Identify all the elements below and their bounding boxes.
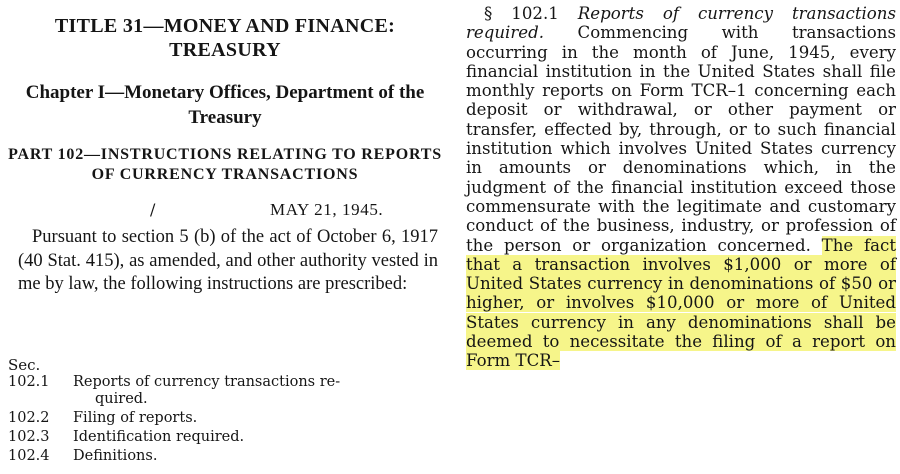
highlighted-text: The fact that a transaction involves $1,000 or more of United States currency in denominations of $50 or higher, or involves $10,000 or more of United States currency in any denominations shall be deemed to necessitate the filing of a report on Form TCR–: [466, 235, 896, 371]
toc-title: [73, 374, 448, 408]
toc-title: Filing of reports.: [73, 410, 198, 426]
toc-row: [8, 448, 448, 465]
chapter-heading: Chapter I—Monetary Offices, Department of the Treasury: [25, 82, 425, 128]
section-number: § 102.1: [484, 4, 559, 23]
preamble-text: Pursuant to section 5 (b) of the act of October 6, 1917 (40 Stat. 415), as amended, and other authority vested in me by law, the following instructions are prescribed:: [18, 227, 438, 294]
toc-number: 102.4: [8, 448, 50, 464]
toc-title: Identification required.: [73, 429, 245, 445]
document-date: MAY 21, 1945.: [270, 200, 384, 219]
stray-mark: /: [150, 200, 156, 219]
toc-number: 102.2: [8, 410, 50, 426]
section-body-text: Commencing with transactions occurring in the month of June, 1945, every financial institution in the United States shall file monthly reports on Form TCR–1 concerning each deposit or withdrawal, or other payment or transfer, effected by, through, or to such financial institution which involves United States currency in amounts or denominations which, in the judgment of the financial institution exceed those commensurate with the legitimate and customary conduct of the business, industry, or profession of the person or organization concerned.: [466, 23, 896, 255]
table-of-contents: [8, 374, 448, 467]
right-column: [466, 0, 896, 474]
section-paragraph: [466, 4, 896, 371]
toc-row: [8, 429, 448, 446]
toc-row: [8, 410, 448, 427]
toc-title: Definitions.: [73, 448, 158, 464]
toc-title-line: Reports of currency transactions re-: [73, 374, 341, 390]
toc-heading: Sec.: [8, 356, 41, 374]
toc-title-continuation: quired.: [95, 391, 148, 407]
preamble-paragraph: [18, 226, 438, 297]
part-heading: PART 102—INSTRUCTIONS RELATING TO REPORTS OF CURRENCY TRANSACTIONS: [8, 146, 442, 183]
toc-row: [8, 374, 448, 408]
toc-number: 102.1: [8, 374, 50, 390]
document-title: TITLE 31—MONEY AND FINANCE: TREASURY: [54, 15, 396, 61]
section-caption: Reports of currency transactions required.: [466, 4, 897, 43]
toc-number: 102.3: [8, 429, 50, 445]
